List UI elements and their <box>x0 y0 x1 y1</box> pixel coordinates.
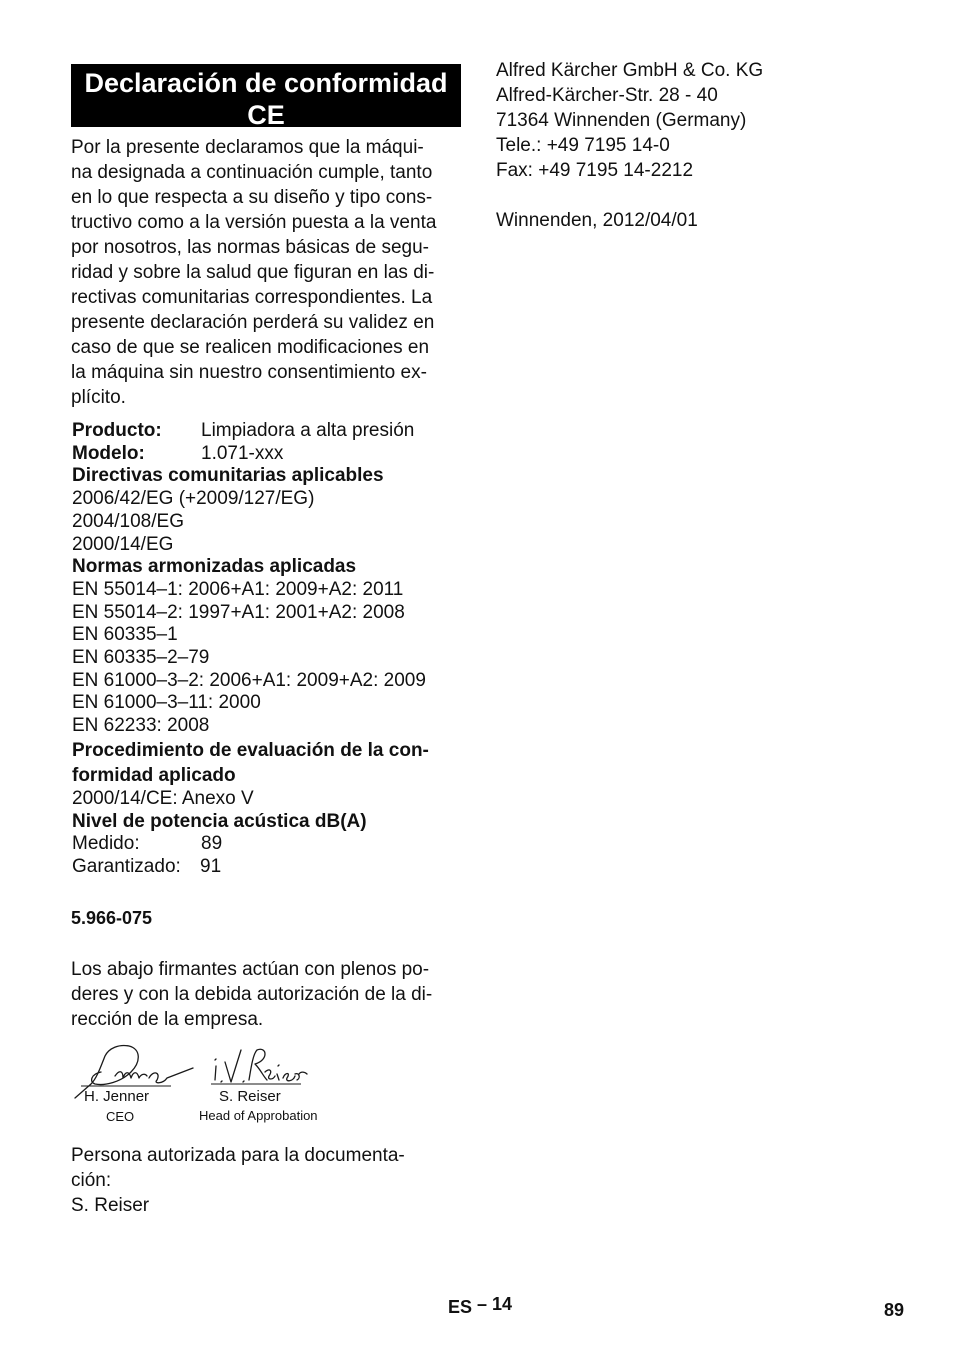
address-line: Tele.: +49 7195 14-0 <box>496 135 670 156</box>
intro-line: por nosotros, las normas básicas de segu- <box>71 237 430 258</box>
signatories-line: deres y con la debida autorización de la di- <box>71 983 433 1005</box>
procedure-heading-line-2: formidad aplicado <box>72 764 236 786</box>
standard-item: EN 60335–2–79 <box>72 647 210 669</box>
intro-line: plícito. <box>71 387 126 408</box>
title-line-2: CE <box>247 100 285 130</box>
standard-item: EN 61000–3–11: 2000 <box>72 692 261 714</box>
page-title <box>71 64 461 130</box>
guaranteed-value: 91 <box>200 855 222 877</box>
signature-reiser-icon <box>209 1044 309 1088</box>
authorized-person <box>71 1143 461 1218</box>
model-label: Modelo: <box>72 442 145 464</box>
measured-row <box>72 833 461 856</box>
signatories-line: rección de la empresa. <box>71 1008 264 1030</box>
measured-value: 89 <box>201 833 223 855</box>
product-row <box>72 420 461 443</box>
intro-line: en lo que respecta a su diseño y tipo cons- <box>71 187 433 208</box>
guaranteed-label: Garantizado: <box>72 855 181 877</box>
directives-heading: Directivas comunitarias aplicables <box>72 465 384 487</box>
intro-line: presente declaración perderá su validez en <box>71 312 435 333</box>
measured-label: Medido: <box>72 833 140 855</box>
signatory-1-name: H. Jenner <box>84 1087 150 1105</box>
address-line: Alfred Kärcher GmbH & Co. KG <box>496 60 764 81</box>
directive-item: 2000/14/EG <box>72 533 174 555</box>
address-line: 71364 Winnenden (Germany) <box>496 110 747 131</box>
intro-line: la máquina sin nuestro consentimiento ex- <box>71 362 427 383</box>
intro-line: tructivo como a la versión puesta a la venta <box>71 212 437 233</box>
product-specification <box>71 420 461 879</box>
procedure-heading-line-1: Procedimiento de evaluación de la con- <box>72 739 429 761</box>
place-date: Winnenden, 2012/04/01 <box>496 210 698 231</box>
directive-item: 2006/42/EG (+2009/127/EG) <box>72 488 315 510</box>
footer-page-number: 89 <box>884 1300 905 1320</box>
signatory-2-name: S. Reiser <box>219 1087 281 1105</box>
part-number: 5.966-075 <box>71 907 153 928</box>
address-line: Alfred-Kärcher-Str. 28 - 40 <box>496 85 718 106</box>
footer-language: ES <box>448 1297 473 1317</box>
standard-item: EN 62233: 2008 <box>72 715 210 737</box>
intro-line: Por la presente declaramos que la máqui- <box>71 137 424 158</box>
product-label: Producto: <box>72 420 162 441</box>
signatories-line: Los abajo firmantes actúan con plenos po- <box>71 958 430 980</box>
intro-line: rectivas comunitarias correspondientes. La <box>71 287 433 308</box>
guaranteed-row <box>72 856 461 879</box>
footer-section-page <box>448 1294 513 1318</box>
intro-paragraph <box>71 135 461 410</box>
authorized-line: ción: <box>71 1169 112 1191</box>
authorized-line: Persona autorizada para la documenta- <box>71 1144 405 1166</box>
signatory-1-role: CEO <box>106 1108 135 1124</box>
model-row <box>72 443 461 466</box>
footer-section-number: – 14 <box>477 1294 513 1314</box>
title-line-1: Declaración de conformidad <box>84 68 448 98</box>
intro-line: caso de que se realicen modificaciones en <box>71 337 430 358</box>
model-value: 1.071-xxx <box>201 442 284 464</box>
intro-line: na designada a continuación cumple, tanto <box>71 162 433 183</box>
procedure-value: 2000/14/CE: Anexo V <box>72 787 254 809</box>
standards-heading: Normas armonizadas aplicadas <box>72 556 357 578</box>
sound-power-heading: Nivel de potencia acústica dB(A) <box>72 810 367 832</box>
standard-item: EN 55014–1: 2006+A1: 2009+A2: 2011 <box>72 578 404 600</box>
signatories-paragraph <box>71 957 461 1032</box>
signatory-2-role: Head of Approbation <box>199 1107 318 1123</box>
signature-block <box>71 1040 461 1135</box>
directive-item: 2004/108/EG <box>72 510 184 532</box>
right-column <box>496 58 896 233</box>
left-column <box>71 64 461 1218</box>
product-value: Limpiadora a alta presión <box>201 420 415 441</box>
company-address <box>496 58 896 183</box>
standard-item: EN 61000–3–2: 2006+A1: 2009+A2: 2009 <box>72 669 426 691</box>
intro-line: ridad y sobre la salud que figuran en las di- <box>71 262 435 283</box>
standard-item: EN 55014–2: 1997+A1: 2001+A2: 2008 <box>72 601 405 623</box>
authorized-line: S. Reiser <box>71 1194 150 1216</box>
address-line: Fax: +49 7195 14-2212 <box>496 160 694 181</box>
standard-item: EN 60335–1 <box>72 624 178 646</box>
